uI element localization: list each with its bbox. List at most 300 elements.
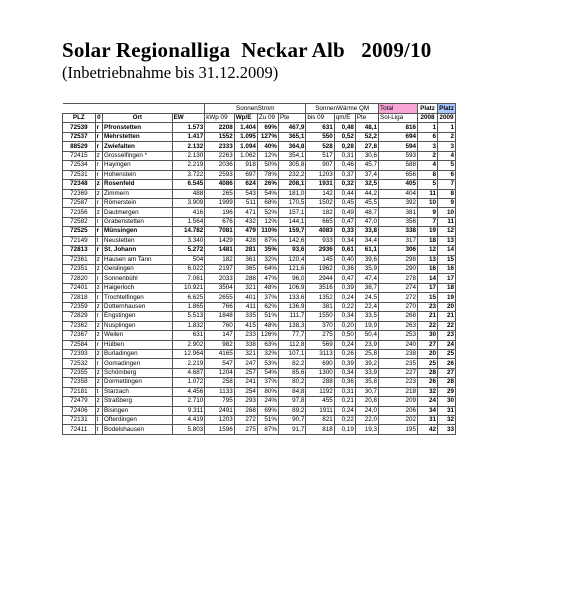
cell-pte1: 106,9	[278, 283, 305, 292]
col-ew-header: EW	[172, 114, 205, 123]
cell-p08: 10	[418, 198, 438, 207]
cell-p08: 42	[418, 425, 438, 434]
table-row	[63, 293, 456, 302]
cell-sol: 694	[379, 132, 418, 141]
table-row	[63, 151, 456, 160]
cell-ort: Starzach	[103, 387, 173, 396]
cell-p08: 14	[418, 274, 438, 283]
cell-zu: 12%	[257, 151, 278, 160]
cell-bis: 1931	[306, 180, 334, 189]
cell-p08: 13	[418, 255, 438, 264]
sonnenstrom-header: SonnenStrom	[205, 104, 306, 114]
cell-ort: Hausen am Tann	[103, 255, 173, 264]
cell-ort: Hohenstein	[103, 170, 173, 179]
col-plz-header: PLZ	[63, 114, 96, 123]
cell-pte1: 136,9	[278, 302, 305, 311]
cell-ew: 5.803	[172, 425, 205, 434]
cell-pte2: 47,4	[355, 274, 378, 283]
cell-sol: 405	[379, 180, 418, 189]
cell-ew: 7.061	[172, 274, 205, 283]
cell-p09: 13	[438, 236, 456, 245]
table-row	[63, 198, 456, 207]
cell-plz: 72348	[63, 180, 96, 189]
cell-sol: 816	[379, 123, 418, 132]
cell-plz: 72406	[63, 406, 96, 415]
cell-k: r	[95, 293, 102, 302]
cell-p08: 19	[418, 227, 438, 236]
cell-p09: 26	[438, 359, 456, 368]
cell-sol: 404	[379, 189, 418, 198]
total-header: Total	[379, 104, 418, 114]
cell-p09: 32	[438, 416, 456, 425]
table-row	[63, 227, 456, 236]
cell-zu: 48%	[257, 321, 278, 330]
table-row	[63, 265, 456, 274]
cell-sol: 270	[379, 302, 418, 311]
cell-p08: 32	[418, 387, 438, 396]
cell-p08: 17	[418, 283, 438, 292]
cell-k: z	[95, 349, 102, 358]
cell-p08: 30	[418, 331, 438, 340]
cell-kwp: 795	[205, 397, 235, 406]
cell-ew: 9.311	[172, 406, 205, 415]
cell-sol: 263	[379, 321, 418, 330]
cell-ew: 5.272	[172, 246, 205, 255]
table-row	[63, 246, 456, 255]
cell-zu: 32%	[257, 255, 278, 264]
cell-qme: 0,24	[334, 406, 355, 415]
cell-plz: 72355	[63, 368, 96, 377]
cell-p09: 18	[438, 283, 456, 292]
cell-pte2: 35,8	[355, 378, 378, 387]
cell-kwp: 7081	[205, 227, 235, 236]
cell-ort: Bodelshausen	[103, 425, 173, 434]
cell-plz: 72813	[63, 246, 96, 255]
cell-ew: 631	[172, 331, 205, 340]
cell-pte1: 112,8	[278, 340, 305, 349]
cell-plz: 72479	[63, 397, 96, 406]
cell-k: z	[95, 283, 102, 292]
table-row	[63, 132, 456, 141]
cell-pte1: 111,7	[278, 312, 305, 321]
cell-p08: 1	[418, 123, 438, 132]
cell-zu: 87%	[257, 236, 278, 245]
cell-pte2: 39,2	[355, 359, 378, 368]
cell-kwp: 2208	[205, 123, 235, 132]
cell-kwp: 258	[205, 378, 235, 387]
cell-plz: 72367	[63, 331, 96, 340]
cell-qme: 0,33	[334, 227, 355, 236]
cell-p09: 16	[438, 265, 456, 274]
cell-wpe: 543	[234, 189, 257, 198]
cell-p08: 5	[418, 180, 438, 189]
cell-p09: 12	[438, 227, 456, 236]
cell-pte2: 48,7	[355, 208, 378, 217]
cell-pte1: 121,6	[278, 265, 305, 274]
cell-ort: Engstingen	[103, 312, 173, 321]
page-title: Solar Regionalliga Neckar Alb 2009/10	[62, 38, 432, 62]
cell-p09: 10	[438, 208, 456, 217]
cell-wpe: 428	[234, 236, 257, 245]
cell-k: t	[95, 416, 102, 425]
cell-plz: 72829	[63, 312, 96, 321]
cell-qme: 0,34	[334, 312, 355, 321]
cell-zu: 69%	[257, 123, 278, 132]
cell-p08: 8	[418, 170, 438, 179]
cell-zu: 51%	[257, 312, 278, 321]
cell-qme: 0,49	[334, 208, 355, 217]
table-row	[63, 302, 456, 311]
cell-ew: 5.513	[172, 312, 205, 321]
cell-qme: 0,32	[334, 180, 355, 189]
cell-sol: 253	[379, 331, 418, 340]
cell-kwp: 4165	[205, 349, 235, 358]
cell-qme: 0,21	[334, 397, 355, 406]
cell-pte2: 45,7	[355, 161, 378, 170]
cell-p09: 5	[438, 161, 456, 170]
cell-pte1: 208,1	[278, 180, 305, 189]
cell-ort: Geislingen	[103, 265, 173, 274]
cell-qme: 0,44	[334, 189, 355, 198]
platz-2008-header: Platz	[418, 104, 438, 114]
cell-kwp: 2263	[205, 151, 235, 160]
col-ort-header: Ort	[103, 114, 173, 123]
table-row	[63, 312, 456, 321]
cell-bis: 4083	[306, 227, 334, 236]
cell-p08: 3	[418, 142, 438, 151]
cell-bis: 550	[306, 132, 334, 141]
cell-zu: 37%	[257, 293, 278, 302]
cell-ew: 14.782	[172, 227, 205, 236]
cell-kwp: 1481	[205, 246, 235, 255]
table-row	[63, 321, 456, 330]
cell-pte2: 61,1	[355, 246, 378, 255]
cell-kwp: 1999	[205, 198, 235, 207]
cell-qme: 0,20	[334, 321, 355, 330]
cell-p09: 3	[438, 142, 456, 151]
cell-pte2: 30,7	[355, 387, 378, 396]
cell-zu: 48%	[257, 283, 278, 292]
cell-ew: 1.564	[172, 217, 205, 226]
cell-pte1: 107,1	[278, 349, 305, 358]
cell-bis: 690	[306, 359, 334, 368]
cell-wpe: 401	[234, 293, 257, 302]
cell-ort: Dormettingen	[103, 378, 173, 387]
cell-kwp: 4086	[205, 180, 235, 189]
cell-pte2: 34,4	[355, 236, 378, 245]
cell-zu: 12%	[257, 217, 278, 226]
cell-sol: 594	[379, 142, 418, 151]
cell-bis: 142	[306, 189, 334, 198]
cell-p08: 18	[418, 236, 438, 245]
cell-wpe: 321	[234, 283, 257, 292]
cell-sol: 238	[379, 349, 418, 358]
cell-wpe: 257	[234, 368, 257, 377]
table-row	[63, 359, 456, 368]
cell-pte2: 22,4	[355, 302, 378, 311]
cell-pte1: 84,8	[278, 387, 305, 396]
col-wpe-header: Wp/E	[234, 114, 257, 123]
cell-pte2: 20,8	[355, 397, 378, 406]
cell-kwp: 2333	[205, 142, 235, 151]
table-row	[63, 189, 456, 198]
platz-2009-header: Platz	[439, 104, 454, 112]
cell-pte1: 467,9	[278, 123, 305, 132]
cell-zu: 110%	[257, 227, 278, 236]
cell-sol: 195	[379, 425, 418, 434]
cell-pte2: 48,1	[355, 123, 378, 132]
cell-kwp: 1848	[205, 312, 235, 321]
cell-ort: Grabenstetten	[103, 217, 173, 226]
cell-plz: 72582	[63, 217, 96, 226]
cell-kwp: 2655	[205, 293, 235, 302]
cell-p09: 7	[438, 180, 456, 189]
cell-plz: 72531	[63, 170, 96, 179]
cell-pte1: 354,1	[278, 151, 305, 160]
cell-pte2: 45,5	[355, 198, 378, 207]
cell-ort: Bisingen	[103, 406, 173, 415]
cell-ew: 12.964	[172, 349, 205, 358]
cell-p08: 12	[418, 246, 438, 255]
cell-plz: 72587	[63, 198, 96, 207]
cell-p08: 20	[418, 349, 438, 358]
cell-bis: 631	[306, 123, 334, 132]
cell-ew: 504	[172, 255, 205, 264]
cell-wpe: 415	[234, 321, 257, 330]
cell-pte1: 82,2	[278, 359, 305, 368]
cell-k: z	[95, 189, 102, 198]
cell-qme: 0,61	[334, 246, 355, 255]
table-row	[63, 340, 456, 349]
cell-sol: 656	[379, 170, 418, 179]
cell-wpe: 411	[234, 302, 257, 311]
cell-qme: 0,22	[334, 302, 355, 311]
table-row	[63, 349, 456, 358]
cell-bis: 1962	[306, 265, 334, 274]
cell-k: z	[95, 331, 102, 340]
sonnenwaerme-header: SonnenWärme QM	[306, 104, 379, 114]
cell-qme: 0,46	[334, 161, 355, 170]
cell-plz: 72525	[63, 227, 96, 236]
cell-p08: 7	[418, 217, 438, 226]
cell-p09: 1	[438, 123, 456, 132]
league-table	[62, 103, 456, 435]
cell-zu: 80%	[257, 387, 278, 396]
cell-kwp: 1204	[205, 368, 235, 377]
cell-bis: 381	[306, 302, 334, 311]
cell-sol: 317	[379, 236, 418, 245]
cell-wpe: 511	[234, 198, 257, 207]
table-row	[63, 368, 456, 377]
cell-k: t	[95, 236, 102, 245]
cell-pte2: 19,9	[355, 321, 378, 330]
cell-bis: 1502	[306, 198, 334, 207]
cell-p08: 27	[418, 340, 438, 349]
cell-bis: 1550	[306, 312, 334, 321]
cell-pte2: 39,6	[355, 255, 378, 264]
cell-p09: 2	[438, 132, 456, 141]
cell-p08: 26	[418, 378, 438, 387]
cell-p09: 24	[438, 340, 456, 349]
cell-ew: 3.340	[172, 236, 205, 245]
table-row	[63, 283, 456, 292]
cell-bis: 569	[306, 340, 334, 349]
cell-bis: 1352	[306, 293, 334, 302]
cell-p08: 23	[418, 302, 438, 311]
cell-bis: 370	[306, 321, 334, 330]
cell-zu: 126%	[257, 331, 278, 340]
cell-ew: 4.456	[172, 387, 205, 396]
cell-ort: Burladingen	[103, 349, 173, 358]
cell-p08: 15	[418, 293, 438, 302]
cell-qme: 0,31	[334, 387, 355, 396]
cell-sol: 206	[379, 406, 418, 415]
table-row	[63, 331, 456, 340]
cell-p09: 31	[438, 406, 456, 415]
cell-zu: 78%	[257, 170, 278, 179]
cell-plz: 72415	[63, 151, 96, 160]
cell-ew: 4.419	[172, 416, 205, 425]
cell-wpe: 247	[234, 359, 257, 368]
cell-sol: 272	[379, 293, 418, 302]
cell-sol: 588	[379, 161, 418, 170]
table-row	[63, 208, 456, 217]
cell-qme: 0,40	[334, 255, 355, 264]
col-pte1-header: Pte	[278, 114, 305, 123]
cell-kwp: 676	[205, 217, 235, 226]
cell-p09: 19	[438, 293, 456, 302]
cell-p09: 23	[438, 331, 456, 340]
cell-wpe: 275	[234, 425, 257, 434]
cell-wpe: 335	[234, 312, 257, 321]
cell-sol: 381	[379, 208, 418, 217]
cell-plz: 72369	[63, 189, 96, 198]
cell-p09: 4	[438, 151, 456, 160]
cell-qme: 0,36	[334, 265, 355, 274]
cell-kwp: 547	[205, 359, 235, 368]
cell-pte2: 33,5	[355, 312, 378, 321]
cell-plz: 72534	[63, 161, 96, 170]
cell-plz: 72818	[63, 293, 96, 302]
cell-ort: Trochtelfingen	[103, 293, 173, 302]
cell-p09: 33	[438, 425, 456, 434]
cell-plz: 72401	[63, 283, 96, 292]
cell-ort: Rosenfeld	[103, 180, 173, 189]
cell-ew: 2.219	[172, 161, 205, 170]
cell-zu: 68%	[257, 198, 278, 207]
col-2009-header: 2009	[439, 114, 454, 122]
cell-ort: Weilen	[103, 331, 173, 340]
cell-zu: 52%	[257, 208, 278, 217]
cell-wpe: 321	[234, 349, 257, 358]
cell-k: r	[95, 170, 102, 179]
cell-sol: 593	[379, 151, 418, 160]
cell-qme: 0,34	[334, 236, 355, 245]
cell-pte1: 364,8	[278, 142, 305, 151]
cell-pte1: 138,3	[278, 321, 305, 330]
cell-pte1: 133,6	[278, 293, 305, 302]
cell-ort: Gomadingen	[103, 359, 173, 368]
table-row	[63, 142, 456, 151]
cell-p09: 28	[438, 378, 456, 387]
cell-ort: Neustetten	[103, 236, 173, 245]
cell-k: z	[95, 397, 102, 406]
cell-qme: 0,36	[334, 378, 355, 387]
cell-p09: 29	[438, 387, 456, 396]
cell-wpe: 479	[234, 227, 257, 236]
cell-p08: 34	[418, 406, 438, 415]
cell-bis: 1911	[306, 406, 334, 415]
cell-zu: 40%	[257, 142, 278, 151]
cell-qme: 0,31	[334, 151, 355, 160]
cell-zu: 32%	[257, 349, 278, 358]
cell-p09: 6	[438, 170, 456, 179]
cell-ew: 2.219	[172, 359, 205, 368]
cell-zu: 54%	[257, 189, 278, 198]
cell-ort: Dotternhausen	[103, 302, 173, 311]
cell-zu: 26%	[257, 180, 278, 189]
cell-k: z	[95, 255, 102, 264]
cell-ort: Römerstein	[103, 198, 173, 207]
cell-pte2: 25,8	[355, 349, 378, 358]
cell-pte2: 24,5	[355, 293, 378, 302]
cell-pte2: 47,0	[355, 217, 378, 226]
cell-pte1: 85,6	[278, 368, 305, 377]
cell-ort: Pfronstetten	[103, 123, 173, 132]
cell-bis: 145	[306, 255, 334, 264]
cell-ort: Zimmern	[103, 189, 173, 198]
cell-p09: 20	[438, 302, 456, 311]
cell-pte2: 32,5	[355, 180, 378, 189]
cell-k: r	[95, 161, 102, 170]
cell-bis: 818	[306, 425, 334, 434]
cell-sol: 306	[379, 246, 418, 255]
cell-wpe: 1.404	[234, 123, 257, 132]
cell-qme: 0,39	[334, 359, 355, 368]
cell-bis: 275	[306, 331, 334, 340]
cell-ew: 6.545	[172, 180, 205, 189]
cell-pte1: 157,1	[278, 208, 305, 217]
cell-ew: 1.072	[172, 378, 205, 387]
cell-qme: 0,45	[334, 198, 355, 207]
cell-k: z	[95, 265, 102, 274]
cell-qme: 0,22	[334, 416, 355, 425]
cell-plz: 88529	[63, 142, 96, 151]
cell-pte1: 77,7	[278, 331, 305, 340]
cell-sol: 274	[379, 283, 418, 292]
col-qme-header: qm/E	[334, 114, 355, 123]
cell-sol: 223	[379, 378, 418, 387]
cell-ew: 1.417	[172, 132, 205, 141]
cell-kwp: 1596	[205, 425, 235, 434]
cell-ort: Hülben	[103, 340, 173, 349]
cell-plz: 72393	[63, 349, 96, 358]
cell-zu: 35%	[257, 246, 278, 255]
cell-p09: 17	[438, 274, 456, 283]
cell-pte1: 120,4	[278, 255, 305, 264]
cell-zu: 69%	[257, 406, 278, 415]
cell-plz: 72584	[63, 340, 96, 349]
cell-ew: 488	[172, 189, 205, 198]
cell-kwp: 1133	[205, 387, 235, 396]
cell-pte1: 93,6	[278, 246, 305, 255]
cell-wpe: 1.094	[234, 142, 257, 151]
cell-bis: 288	[306, 378, 334, 387]
cell-pte1: 89,2	[278, 406, 305, 415]
cell-bis: 517	[306, 151, 334, 160]
cell-k: r	[95, 246, 102, 255]
cell-qme: 0,19	[334, 425, 355, 434]
